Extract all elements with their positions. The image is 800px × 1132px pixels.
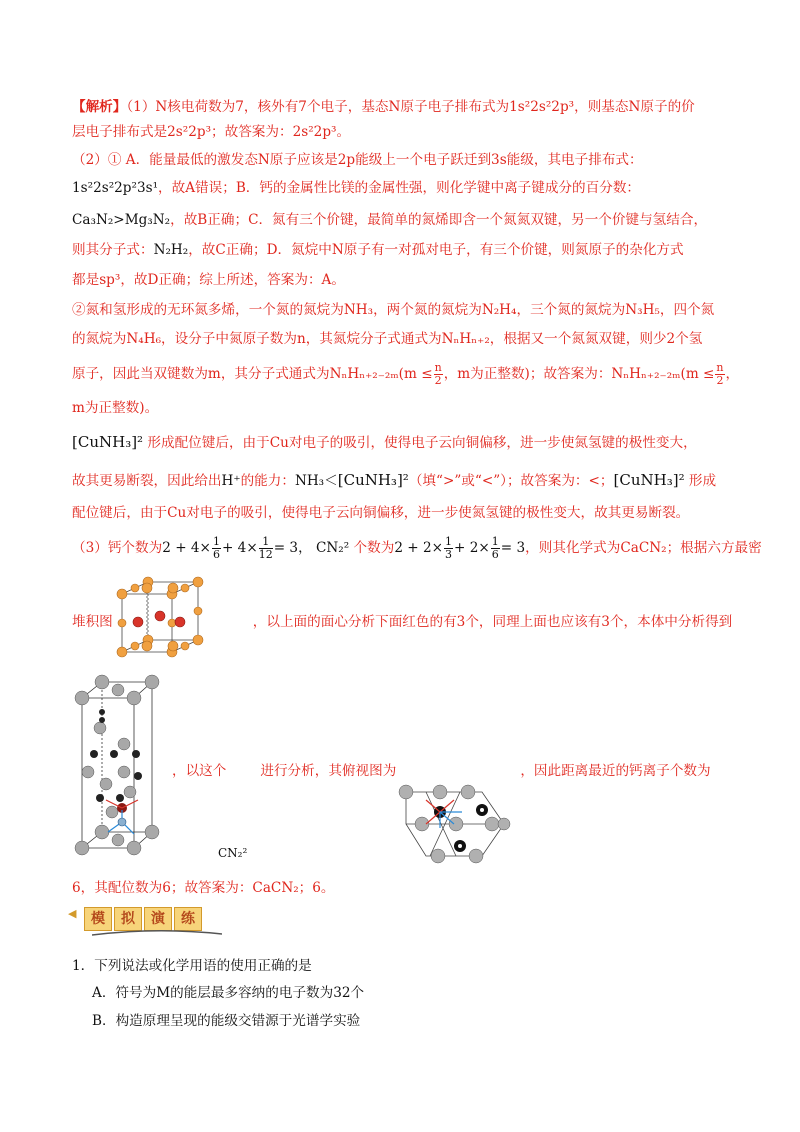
- analysis-paragraph-4-line-2: 故其更易断裂，因此给出H⁺的能力：NH₃＜[CuNH₃]²（填“>”或“<”）；故答案为：<；[CuNH₃]² 形成: [72, 471, 717, 489]
- cn2-label: CN₂²: [218, 846, 248, 860]
- analysis-paragraph-7: ，以这个 进行分析，其俯视图为 ，因此距离最近的钙离子个数为: [172, 763, 711, 779]
- analysis-paragraph-8: 6，其配位数为6；故答案为：CaCN₂；6。: [72, 880, 335, 896]
- analysis-paragraph-4: [CuNH₃]² 形成配位键后，由于Cu对电子的吸引，使得电子云向铜偏移，进一步使氮氢键的极性变大，: [72, 433, 697, 451]
- fraction-n-over-2: $\frac{n}{2}$: [434, 361, 442, 387]
- fraction-n-over-2-answer: $\frac{n}{2}$: [716, 361, 724, 387]
- question-1-option-a: A．符号为M的能层最多容纳的电子数为32个: [92, 985, 365, 1001]
- analysis-paragraph-3-line-4: m为正整数)。: [72, 400, 159, 416]
- analysis-paragraph-1-line-2: 层电子排布式是2s²2p³；故答案为：2s²2p³。: [72, 124, 351, 140]
- question-1-option-b: B．构造原理呈现的能级交错源于光谱学实验: [92, 1013, 361, 1029]
- analysis-paragraph-3-line-3: 原子，因此当双键数为m，其分子式通式为NₙHₙ₊₂₋₂ₘ(m ≤ $\frac{n}{2}$ ，m为正整数)；故答案为：NₙHₙ₊₂₋₂ₘ(m ≤ $\frac{n}{2}$ ，: [72, 361, 740, 387]
- analysis-paragraph-2-line-3: Ca₃N₂>Mg₃N₂，故B正确；C．氮有三个价键，最简单的氮烯即含一个氮氮双键，另一个价键与氢结合，: [72, 212, 708, 228]
- analysis-paragraph-2: （2）① A．能量最低的激发态N原子应该是2p能级上一个电子跃迁到3s能级，其电子排布式：: [72, 152, 643, 168]
- section-speaker-icon: ◀: [68, 907, 77, 920]
- analysis-paragraph-2-line-5: 都是sp³，故D正确；综上所述，答案为：A。: [72, 272, 345, 288]
- question-1-stem: 1．下列说法或化学用语的使用正确的是: [72, 958, 312, 974]
- top-view-figure: [396, 778, 514, 864]
- section-swoosh-decoration: [92, 929, 222, 937]
- analysis-paragraph-2-line-2: 1s²2s²2p²3s¹，故A错误；B．钙的金属性比镁的金属性强，则化学键中离子键成分的百分数：: [72, 180, 641, 196]
- analysis-paragraph-6: 堆积图 ，以上面的面心分析下面红色的有3个，同理上面也应该有3个，本体中分析得到: [72, 614, 733, 630]
- analysis-tag: 【解析】: [72, 99, 127, 115]
- analysis-paragraph-1: 【解析】（1）N核电荷数为7，核外有7个电子，基态N原子电子排布式为1s²2s²2p³，则基态N原子的价: [72, 99, 695, 115]
- unit-cell-figure: [72, 672, 162, 864]
- analysis-paragraph-3: ②氮和氢形成的无环氮多烯，一个氮的氮烷为NH₃，两个氮的氮烷为N₂H₄，三个氮的氮烷为N₃H₅，四个氮: [72, 302, 715, 318]
- section-heading-practice: ◀ 模 拟 演 练: [72, 905, 232, 939]
- analysis-paragraph-4-line-3: 配位键后，由于Cu对电子的吸引，使得电子云向铜偏移，进一步使氮氢键的极性变大，故其更易断裂。: [72, 505, 690, 521]
- analysis-paragraph-3-line-2: 的氮烷为N₄H₆，设分子中氮原子数为n，其氮烷分子式通式为NₙHₙ₊₂，根据又一个氮氮双键，则少2个氢: [72, 331, 703, 347]
- analysis-paragraph-5: （3）钙个数为2 + 4× $\frac{1}{6}$ + 4× $\frac{1}{12}$ = 3， CN₂² 个数为2 + 2× $\frac{1}{3}$ + 2× $\frac{1}{6}$ = 3，则其化学式为CaCN₂；根据六方最密: [72, 535, 762, 561]
- analysis-paragraph-2-line-4: 则其分子式：N₂H₂，故C正确；D．氮烷中N原子有一对孤对电子，有三个价键，则氮原子的杂化方式: [72, 242, 684, 258]
